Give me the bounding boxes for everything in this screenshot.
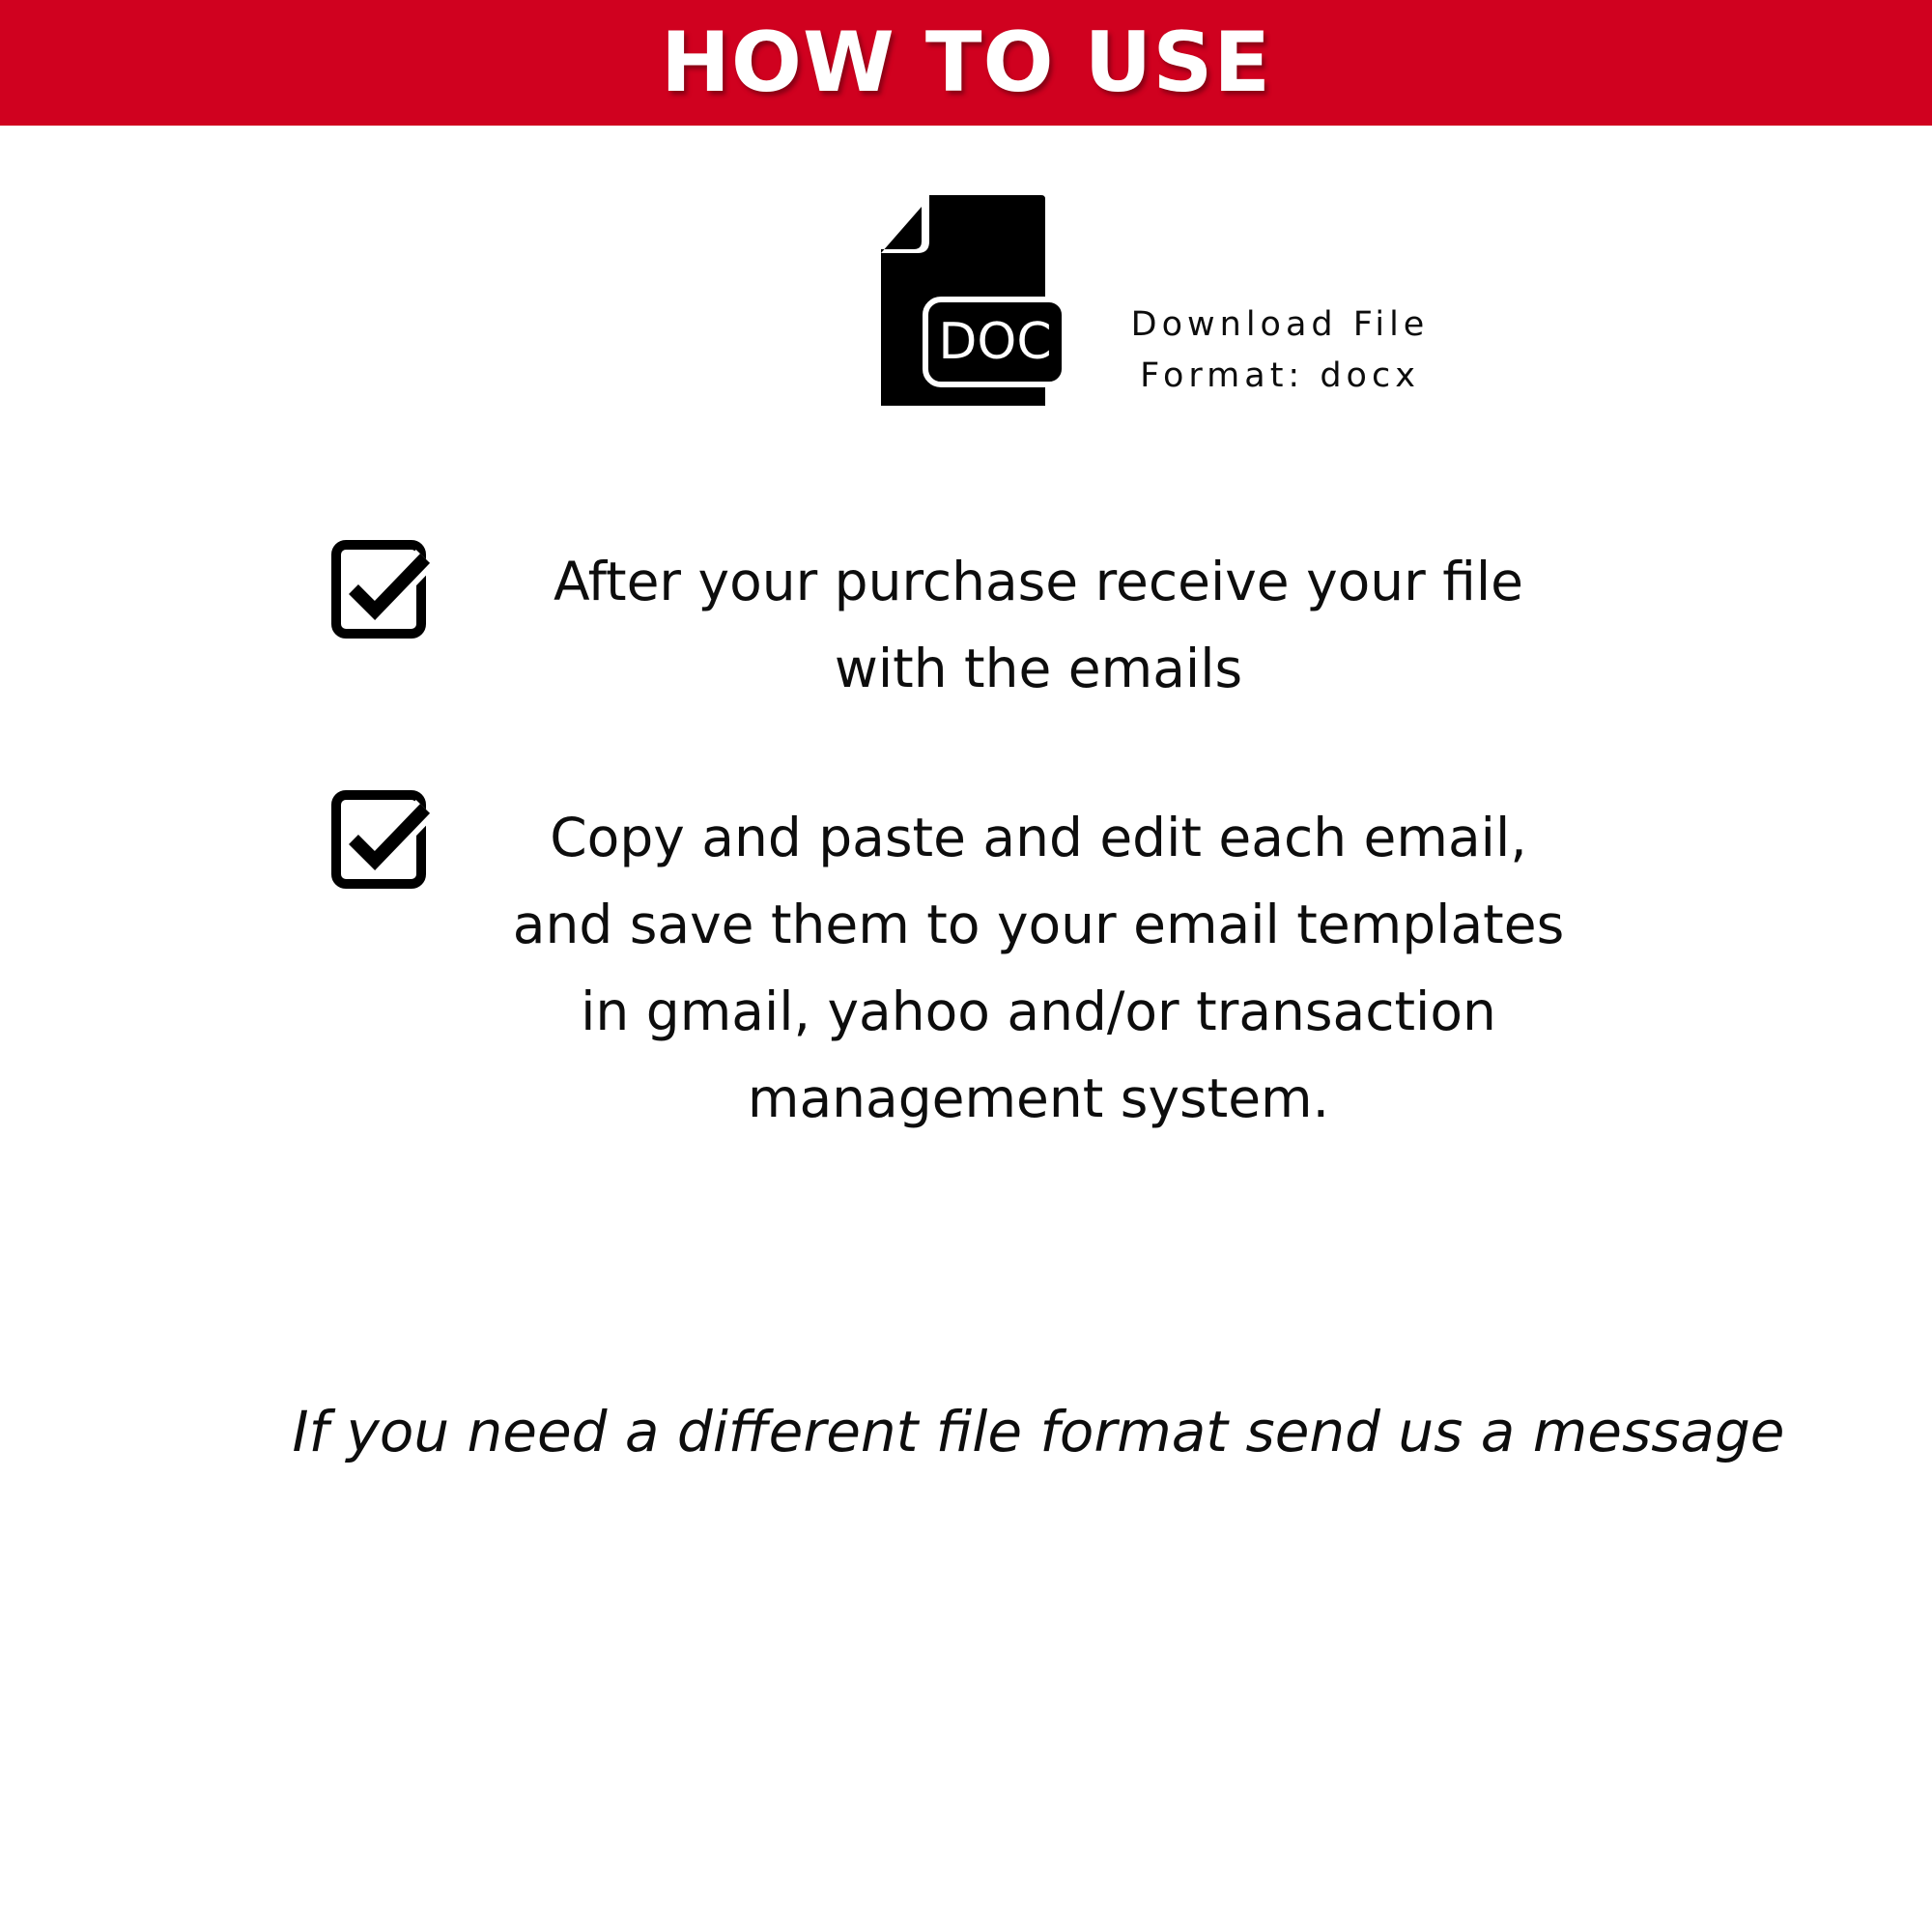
- page-title: HOW TO USE: [660, 14, 1272, 111]
- file-info-line-1: Download File: [1130, 305, 1430, 344]
- checkbox-checked-icon: [330, 539, 439, 639]
- checkbox-checked-icon: [330, 789, 439, 890]
- doc-icon-label: DOC: [938, 313, 1052, 371]
- step-2-text: Copy and paste and edit each email, and save them to your email templates in gmail, yahoo and/or transaction management system.: [512, 807, 1565, 1129]
- step-1-text: After your purchase receive your file with the emails: [553, 551, 1524, 699]
- doc-file-icon: [879, 193, 1067, 408]
- footnote-message: If you need a different file format send us a message: [292, 1399, 1785, 1464]
- file-info-line-2: Format: docx: [1140, 356, 1420, 395]
- file-info: [1111, 299, 1449, 402]
- header-banner: [0, 0, 1932, 126]
